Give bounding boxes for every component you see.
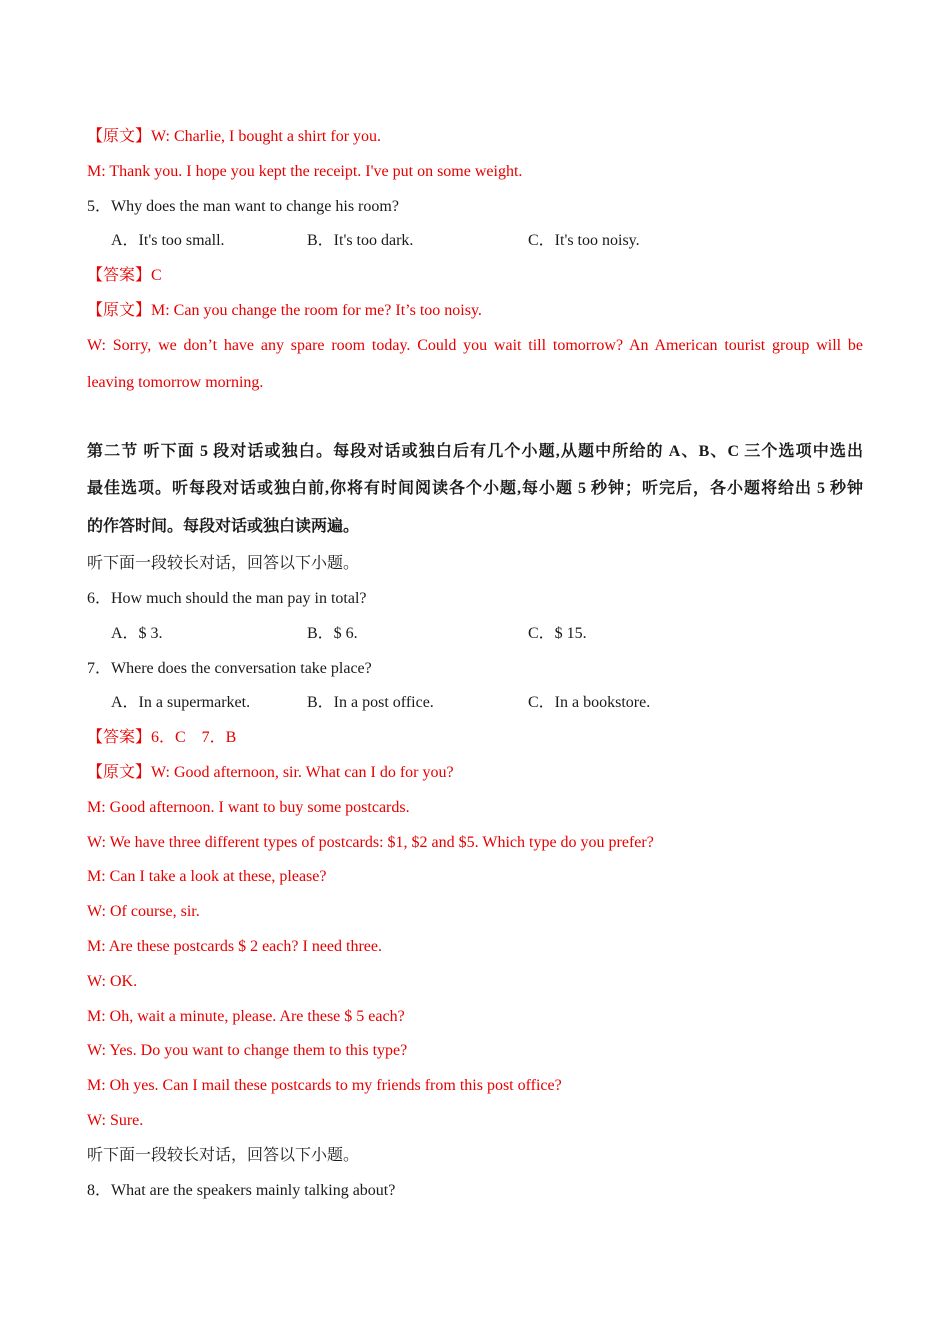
question-6-options [87, 620, 863, 655]
transcript-line: W: Of course, sir. [87, 903, 200, 921]
transcript-line: M: Can I take a look at these, please? [87, 868, 327, 886]
transcript-line: W: Sure. [87, 1112, 144, 1130]
transcript-line: W: Yes. Do you want to change them to this type? [87, 1042, 408, 1060]
option-b: B．$ 6. [307, 624, 358, 642]
question-5-options [87, 227, 863, 262]
question-7: 7．Where does the conversation take place? [87, 659, 372, 677]
transcript-paragraph [87, 332, 863, 407]
question-7-options [87, 689, 863, 724]
transcript-line: W: Sorry, we don’t have any spare room today. Could you wait till tomorrow? An American tourist group will be [87, 336, 863, 354]
transcript-line: M: Oh, wait a minute, please. Are these $ 5 each? [87, 1007, 405, 1025]
section-2-instructions [87, 438, 863, 551]
question-5: 5．Why does the man want to change his room? [87, 197, 399, 215]
instruction-line: 的作答时间。每段对话或独白读两遍。 [87, 517, 360, 535]
option-b: B．In a post office. [307, 694, 434, 712]
question-8: 8．What are the speakers mainly talking about? [87, 1181, 396, 1199]
option-a: A．In a supermarket. [111, 694, 251, 712]
option-c: C．It's too noisy. [528, 232, 640, 250]
listening-intro: 听下面一段较长对话，回答以下小题。 [87, 555, 360, 573]
option-c: C．In a bookstore. [528, 694, 651, 712]
transcript-line: W: OK. [87, 972, 138, 990]
question-6: 6．How much should the man pay in total? [87, 590, 367, 608]
transcript-line: 【原文】W: Charlie, I bought a shirt for you. [87, 128, 382, 145]
option-a: A．$ 3. [111, 624, 163, 642]
transcript-line: 【原文】M: Can you change the room for me? It’s too noisy. [87, 301, 482, 319]
option-b: B．It's too dark. [307, 232, 414, 250]
transcript-line: leaving tomorrow morning. [87, 374, 264, 392]
option-c: C．$ 15. [528, 624, 587, 642]
transcript-line: M: Oh yes. Can I mail these postcards to my friends from this post office? [87, 1077, 562, 1095]
transcript-line: M: Are these postcards $ 2 each? I need three. [87, 938, 382, 956]
option-a: A．It's too small. [111, 232, 225, 250]
document-page [87, 123, 863, 1211]
transcript-line: M: Good afternoon. I want to buy some postcards. [87, 798, 410, 816]
instruction-line: 最佳选项。听每段对话或独白前,你将有时间阅读各个小题,每小题 5 秒钟；听完后，各小题将给出 5 秒钟 [87, 480, 863, 498]
transcript-line: W: We have three different types of postcards: $1, $2 and $5. Which type do you prefer? [87, 833, 654, 851]
instruction-line: 第二节 听下面 5 段对话或独白。每段对话或独白后有几个小题,从题中所给的 A、B、C 三个选项中选出 [87, 442, 863, 460]
listening-intro: 听下面一段较长对话，回答以下小题。 [87, 1146, 360, 1164]
transcript-line: 【原文】W: Good afternoon, sir. What can I do for you? [87, 764, 454, 782]
answer-5: 【答案】C [87, 267, 162, 285]
answer-6-7: 【答案】6．C 7．B [87, 729, 237, 747]
transcript-line: M: Thank you. I hope you kept the receipt. I've put on some weight. [87, 162, 523, 180]
